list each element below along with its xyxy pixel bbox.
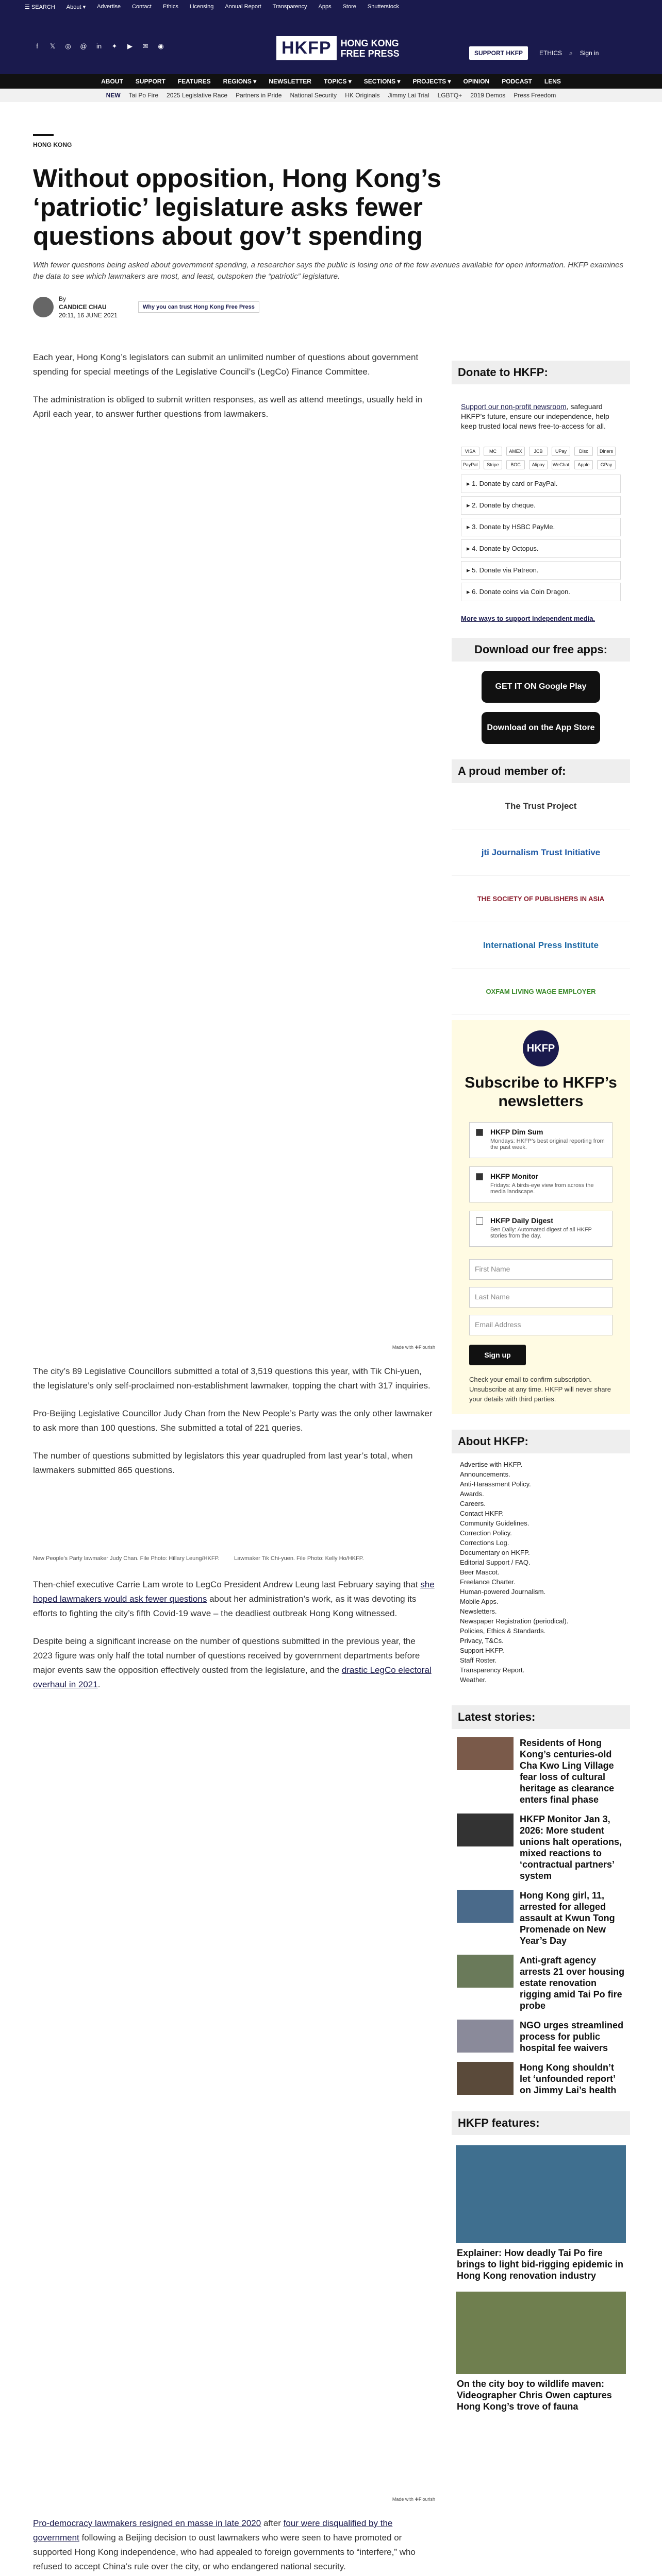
article-title: Without opposition, Hong Kong’s ‘patriotic’ legislature asks fewer questions about gov’t spending xyxy=(33,164,441,250)
about-link[interactable]: Mobile Apps. xyxy=(460,1598,499,1605)
member-oxfam[interactable]: OXFAM LIVING WAGE EMPLOYER xyxy=(452,969,630,1015)
sign-up-button[interactable]: Sign up xyxy=(469,1345,526,1365)
feature-image[interactable] xyxy=(456,2292,626,2374)
rss-icon[interactable]: ◉ xyxy=(158,42,164,50)
donate-step[interactable]: ▸ 1. Donate by card or PayPal. xyxy=(461,474,621,493)
feature-title[interactable]: Explainer: How deadly Tai Po fire brings to light bid-rigging epidemic in Hong Kong renovation industry xyxy=(457,2248,623,2281)
donate-intro xyxy=(452,395,630,438)
about-link[interactable]: Staff Roster. xyxy=(460,1656,497,1664)
threads-icon[interactable]: @ xyxy=(80,42,87,50)
about-list xyxy=(452,1460,630,1685)
first-name-input[interactable]: First Name xyxy=(469,1259,613,1280)
main-nav xyxy=(0,74,662,89)
topbar-ethics[interactable]: Ethics xyxy=(162,4,178,10)
section-kicker[interactable]: HONG KONG xyxy=(33,134,54,148)
nav-regions[interactable]: REGIONS ▾ xyxy=(223,78,257,85)
article-body-mid xyxy=(33,1364,435,1478)
author-avatar[interactable] xyxy=(33,297,54,317)
logo-line-2: FREE PRESS xyxy=(340,48,400,59)
trending-bar xyxy=(0,89,662,102)
amex-icon: AMEX xyxy=(506,447,525,456)
sidebar xyxy=(452,361,630,2412)
nav-sections[interactable]: SECTIONS ▾ xyxy=(363,78,401,85)
about-link[interactable]: Transparency Report. xyxy=(460,1666,525,1674)
latest-story[interactable] xyxy=(457,1890,625,1946)
about-link[interactable]: Documentary on HKFP. xyxy=(460,1549,530,1556)
photo-pair xyxy=(33,1555,435,1562)
chart-source[interactable]: Made with ✚Flourish xyxy=(392,1345,435,1350)
latest-story[interactable] xyxy=(457,2020,625,2054)
visa-icon: VISA xyxy=(461,447,479,456)
trending-item[interactable]: Jimmy Lai Trial xyxy=(388,92,429,99)
site-logo[interactable] xyxy=(276,36,400,60)
boc-icon: BOC xyxy=(506,460,525,469)
newsletter-fine-print: Check your email to confirm subscription. Unsubscribe at any time. HKFP will never share your details with third parties. xyxy=(469,1376,611,1403)
text: about her administration’s work, as it was devoting its efforts to fighting the city’s fifth Covid-19 wave – the deadliest outbreak Hong Kong witnessed. xyxy=(33,1594,417,1618)
newsletter-signup xyxy=(452,1020,630,1414)
facebook-icon[interactable]: f xyxy=(36,42,38,50)
about-link[interactable]: Corrections Log. xyxy=(460,1539,509,1547)
about-link[interactable]: Editorial Support / FAQ. xyxy=(460,1558,531,1566)
about-link[interactable]: Privacy, T&Cs. xyxy=(460,1637,504,1645)
unionpay-icon: UPay xyxy=(552,447,570,456)
payment-methods xyxy=(452,447,630,469)
nav-features[interactable]: FEATURES xyxy=(177,78,211,85)
about-link[interactable]: Weather. xyxy=(460,1676,487,1684)
donate-step[interactable]: ▸ 2. Donate by cheque. xyxy=(461,496,621,515)
nav-newsletter[interactable]: NEWSLETTER xyxy=(269,78,311,85)
story-title[interactable]: Hong Kong girl, 11, arrested for alleged assault at Kwun Tong Promenade on New Year’s Day xyxy=(520,1890,615,1946)
article-body-end xyxy=(33,2516,435,2576)
newsletter-option[interactable] xyxy=(469,1122,613,1158)
about-link[interactable]: Careers. xyxy=(460,1500,486,1507)
topbar-licensing[interactable]: Licensing xyxy=(189,4,214,10)
about-link[interactable]: Policies, Ethics & Standards. xyxy=(460,1627,546,1635)
paragraph xyxy=(33,1578,435,1621)
donate-step[interactable]: ▸ 6. Donate coins via Coin Dragon. xyxy=(461,583,621,601)
support-hkfp-button[interactable]: SUPPORT HKFP xyxy=(469,46,528,60)
mastercard-icon: MC xyxy=(484,447,502,456)
about-link[interactable]: Correction Policy. xyxy=(460,1529,512,1537)
linkedin-icon[interactable]: in xyxy=(96,42,102,50)
google-pay-icon: GPay xyxy=(597,460,616,469)
top-utility-bar xyxy=(0,0,662,13)
search-icon[interactable]: ⌕ xyxy=(569,49,573,57)
story-title[interactable]: HKFP Monitor Jan 3, 2026: More student unions halt operations, mixed reactions to ‘contractual partners’ system xyxy=(520,1814,622,1881)
trust-link[interactable] xyxy=(138,301,259,313)
last-name-input[interactable]: Last Name xyxy=(469,1287,613,1308)
member-sopa[interactable]: THE SOCIETY OF PUBLISHERS IN ASIA xyxy=(452,876,630,922)
paypal-icon: PayPal xyxy=(461,460,479,469)
trending-item[interactable]: HK Originals xyxy=(345,92,380,99)
about-link[interactable]: Contact HKFP. xyxy=(460,1510,504,1517)
logo-text xyxy=(341,38,400,59)
newsletter-name: HKFP Dim Sum xyxy=(490,1128,543,1136)
trending-item[interactable]: LGBTQ+ xyxy=(437,92,462,99)
latest-story[interactable] xyxy=(457,1737,625,1805)
donate-step[interactable]: ▸ 4. Donate by Octopus. xyxy=(461,539,621,558)
newsletter-option[interactable] xyxy=(469,1166,613,1202)
newsletter-title: Subscribe to HKFP’s newsletters xyxy=(465,1074,617,1110)
about-link[interactable]: Announcements. xyxy=(460,1470,510,1478)
text: after xyxy=(261,2518,284,2528)
donate-step[interactable]: ▸ 3. Donate by HSBC PayMe. xyxy=(461,518,621,536)
topbar-store[interactable]: Store xyxy=(342,4,356,10)
about-link[interactable]: Beer Mascot. xyxy=(460,1568,500,1576)
trending-item[interactable]: Tai Po Fire xyxy=(128,92,159,99)
embedded-chart-2[interactable] xyxy=(33,1692,461,2496)
logo-line-1: HONG KONG xyxy=(340,38,399,48)
checkbox-icon[interactable] xyxy=(476,1217,483,1225)
author-name[interactable]: CANDICE CHAU xyxy=(59,303,107,311)
inline-link[interactable]: she hoped lawmakers would ask fewer questions xyxy=(33,1580,435,1604)
hkfp-circle-logo: HKFP xyxy=(523,1030,559,1066)
byline-text xyxy=(59,295,118,319)
topbar-contact[interactable]: Contact xyxy=(131,4,152,10)
topbar-about[interactable]: About ▾ xyxy=(66,4,86,10)
alipay-icon: Alipay xyxy=(529,460,548,469)
byline-by: By xyxy=(59,295,67,302)
story-title[interactable]: NGO urges streamlined process for public hospital fee waivers xyxy=(520,2020,624,2053)
apps-heading: Download our free apps: xyxy=(452,638,630,662)
about-link[interactable]: Anti-Harassment Policy. xyxy=(460,1480,531,1488)
about-link[interactable]: Human-powered Journalism. xyxy=(460,1588,546,1596)
story-thumbnail[interactable] xyxy=(457,2020,514,2053)
donate-heading: Donate to HKFP: xyxy=(452,361,630,384)
jcb-icon: JCB xyxy=(529,447,548,456)
paragraph: The city’s 89 Legislative Councillors submitted a total of 3,519 questions this year, with Tik Chi-yuen, the legislature’s only self-proclaimed non-establishment lawmaker, topping the chart with 317 inquiries. xyxy=(33,1366,431,1391)
newsletter-desc: Fridays: A birds-eye view from across the media landscape. xyxy=(490,1182,594,1195)
embedded-chart-1[interactable] xyxy=(33,421,461,1344)
paragraph: The number of questions submitted by legislators this year quadrupled from last year’s total, when lawmakers submitted 865 questions. xyxy=(33,1451,413,1475)
google-play-button[interactable]: GET IT ON Google Play xyxy=(482,671,600,703)
topbar-shutterstock[interactable]: Shutterstock xyxy=(367,4,400,10)
article-body-top xyxy=(33,350,435,421)
topbar-transparency[interactable]: Transparency xyxy=(272,4,307,10)
features-heading: HKFP features: xyxy=(452,2111,630,2135)
youtube-icon[interactable]: ▶ xyxy=(127,42,133,50)
about-link[interactable]: Support HKFP. xyxy=(460,1647,504,1654)
paragraph: Pro-Beijing Legislative Councillor Judy Chan from the New People’s Party was the only other lawmaker to ask more than 100 questions. She submitted a total of 221 queries. xyxy=(33,1409,433,1433)
nav-lens[interactable]: LENS xyxy=(544,78,561,85)
text: Despite being a significant increase on the number of questions submitted in the previous year, the 2023 figure was only half the total number of questions received by government departments before major events saw the opposition effectively ousted from the legislature, and the xyxy=(33,1636,420,1675)
nav-about[interactable]: ABOUT xyxy=(101,78,123,85)
photo-caption-tik-chi-yuen: Lawmaker Tik Chi-yuen. File Photo: Kelly Ho/HKFP. xyxy=(234,1555,364,1562)
about-link[interactable]: Freelance Charter. xyxy=(460,1578,516,1586)
member-heading: A proud member of: xyxy=(452,759,630,783)
stripe-icon: Stripe xyxy=(484,460,502,469)
trending-item[interactable]: Partners in Pride xyxy=(236,92,282,99)
ethics-link[interactable]: ETHICS xyxy=(539,49,562,57)
story-title[interactable]: Hong Kong shouldn’t let ‘unfounded report’ on Jimmy Lai’s health xyxy=(520,2062,617,2095)
topbar-advertise[interactable]: Advertise xyxy=(97,4,121,10)
paragraph: The administration is obliged to submit written responses, as well as attend meetings, usually held in April each year, to answer further questions from lawmakers. xyxy=(33,395,422,419)
donate-step[interactable]: ▸ 5. Donate via Patreon. xyxy=(461,561,621,580)
inline-link[interactable]: four were disqualified by the government xyxy=(33,2518,393,2543)
trust-link-text: Why you can trust Hong Kong Free Press xyxy=(142,304,255,310)
diners-icon: Diners xyxy=(597,447,616,456)
topbar-apps[interactable]: Apps xyxy=(318,4,332,10)
paragraph xyxy=(33,1634,435,1692)
email-input[interactable]: Email Address xyxy=(469,1315,613,1335)
feature-title[interactable]: On the city boy to wildlife maven: Videographer Chris Owen captures Hong Kong’s trove of fauna xyxy=(457,2379,612,2412)
story-thumbnail[interactable] xyxy=(457,1890,514,1923)
nav-support[interactable]: SUPPORT xyxy=(135,78,166,85)
latest-story[interactable] xyxy=(457,1955,625,2011)
inline-link[interactable]: Pro-democracy lawmakers resigned en masse in late 2020 xyxy=(33,2518,261,2528)
email-icon[interactable]: ✉ xyxy=(142,42,148,50)
about-link[interactable]: Advertise with HKFP. xyxy=(460,1461,523,1468)
photo-caption-judy-chan: New People’s Party lawmaker Judy Chan. File Photo: Hillary Leung/HKFP. xyxy=(33,1555,220,1562)
latest-story[interactable] xyxy=(457,2062,625,2096)
latest-heading: Latest stories: xyxy=(452,1705,630,1729)
text: following a Beijing decision to oust lawmakers who were seen to have promoted or supported Hong Kong independence, who had appealed to foreign governments to “interfere,” who refused to accept China’s rule over the city, or who endangered national security. xyxy=(33,2533,416,2571)
byline xyxy=(33,295,466,319)
nav-podcast[interactable]: PODCAST xyxy=(502,78,532,85)
newsletter-desc: Ben Daily: Automated digest of all HKFP stories from the day. xyxy=(490,1227,592,1239)
latest-story[interactable] xyxy=(457,1814,625,1882)
paragraph xyxy=(33,2516,435,2574)
story-title[interactable]: Residents of Hong Kong’s centuries-old Cha Kwo Ling Village fear loss of cultural heritage as clearance enters final phase xyxy=(520,1738,615,1805)
publish-date: 20:11, 16 JUNE 2021 xyxy=(59,312,118,319)
trending-new-label: NEW xyxy=(106,92,121,99)
checkbox-checked-icon[interactable] xyxy=(476,1129,483,1136)
apple-pay-icon: Apple xyxy=(574,460,593,469)
sign-in-link[interactable]: Sign in xyxy=(580,49,599,57)
newsletter-desc: Mondays: HKFP’s best original reporting from the past week. xyxy=(490,1138,605,1150)
story-thumbnail[interactable] xyxy=(457,1737,514,1770)
nav-topics[interactable]: TOPICS ▾ xyxy=(323,78,352,85)
text: . xyxy=(97,1680,101,1689)
text: Then-chief executive Carrie Lam wrote to LegCo President Andrew Leung last February saying that xyxy=(33,1580,421,1589)
trending-item[interactable]: National Security xyxy=(290,92,337,99)
header-right-links xyxy=(539,49,599,57)
paragraph: Each year, Hong Kong’s legislators can submit an unlimited number of questions about government spending for special meetings of the Legislative Council’s (LegCo) Finance Committee. xyxy=(33,352,419,377)
story-thumbnail[interactable] xyxy=(457,1955,514,1988)
story-thumbnail[interactable] xyxy=(457,2062,514,2095)
donate-text: , safeguard HKFP’s future, ensure our independence, help keep trusted local news free-to-access for all. xyxy=(461,402,609,430)
topbar-search[interactable]: ☰ SEARCH xyxy=(25,4,55,10)
topbar-annual-report[interactable]: Annual Report xyxy=(225,4,261,10)
story-thumbnail[interactable] xyxy=(457,1814,514,1846)
trending-item[interactable]: 2025 Legislative Race xyxy=(167,92,228,99)
member-ipi[interactable]: International Press Institute xyxy=(452,922,630,969)
feature-image[interactable] xyxy=(456,2145,626,2243)
newsletter-name: HKFP Daily Digest xyxy=(490,1216,553,1225)
trending-item[interactable]: 2019 Demos xyxy=(470,92,506,99)
site-header xyxy=(0,13,662,74)
nav-projects[interactable]: PROJECTS ▾ xyxy=(412,78,451,85)
newsletter-option[interactable] xyxy=(469,1211,613,1247)
instagram-icon[interactable]: ◎ xyxy=(65,42,71,50)
story-title[interactable]: Anti-graft agency arrests 21 over housing estate renovation rigging amid Tai Po fire probe xyxy=(520,1955,625,2011)
chart-source[interactable]: Made with ✚Flourish xyxy=(392,2497,435,2502)
social-links xyxy=(33,42,165,50)
about-link[interactable]: Newsletters. xyxy=(460,1607,497,1615)
newsletter-name: HKFP Monitor xyxy=(490,1172,539,1180)
article-standfirst: With fewer questions being asked about government spending, a researcher says the public is losing one of the few avenues available for open information. HKFP examines the data to see which lawmakers are most, and least, outspoken the “patriotic” legislature. xyxy=(33,261,623,281)
member-trust-project[interactable]: The Trust Project xyxy=(452,783,630,829)
about-heading: About HKFP: xyxy=(452,1430,630,1453)
trending-item[interactable]: Press Freedom xyxy=(514,92,556,99)
member-jti[interactable]: jti Journalism Trust Initiative xyxy=(452,829,630,876)
checkbox-checked-icon[interactable] xyxy=(476,1173,483,1180)
inline-link[interactable]: drastic LegCo electoral overhaul in 2021 xyxy=(33,1665,432,1689)
x-twitter-icon[interactable]: 𝕏 xyxy=(49,42,56,50)
more-ways-link[interactable]: More ways to support independent media. xyxy=(461,615,595,622)
about-link[interactable]: Community Guidelines. xyxy=(460,1519,529,1527)
wechat-icon: WeChat xyxy=(552,460,570,469)
discover-icon: Disc xyxy=(574,447,593,456)
nav-opinion[interactable]: OPINION xyxy=(463,78,490,85)
about-link[interactable]: Awards. xyxy=(460,1490,484,1498)
about-link[interactable]: Newspaper Registration (periodical). xyxy=(460,1617,569,1625)
bluesky-icon[interactable]: ✦ xyxy=(111,42,118,50)
app-store-button[interactable]: Download on the App Store xyxy=(482,712,600,744)
donate-link[interactable]: Support our non-profit newsroom xyxy=(461,402,567,411)
article-body-lower xyxy=(33,1578,435,1692)
logo-mark: HKFP xyxy=(276,36,337,60)
